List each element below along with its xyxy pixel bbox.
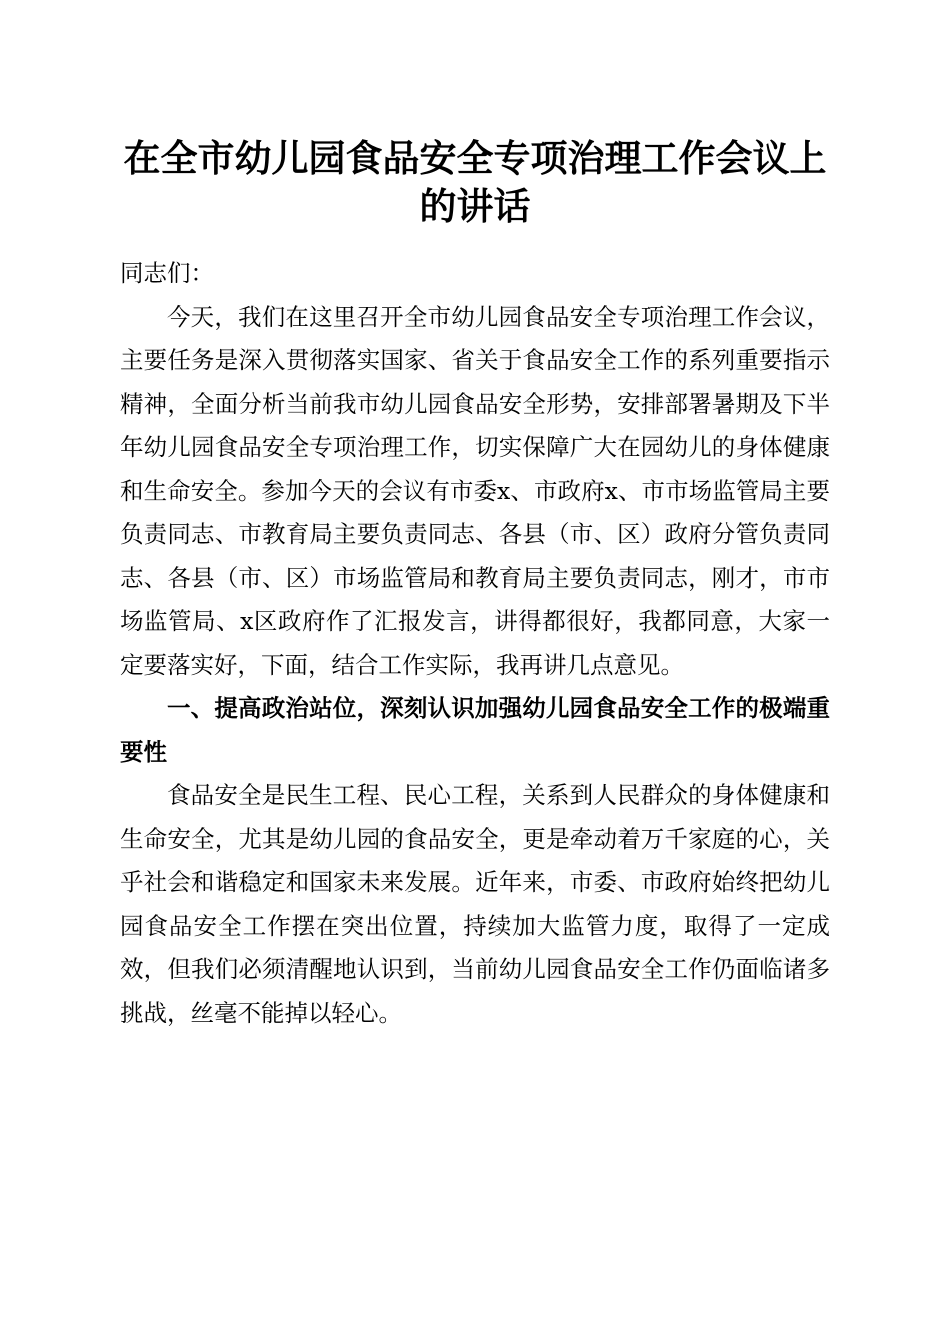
section-paragraph: 食品安全是民生工程、民心工程，关系到人民群众的身体健康和生命安全，尤其是幼儿园的食品安全，更是牵动着万千家庭的心，关乎社会和谐稳定和国家未来发展。近年来，市委、市政府始终把幼儿园食品安全工作摆在突出位置，持续加大监管力度，取得了一定成效，但我们必须清醒地认识到，当前幼儿园食品安全工作仍面临诸多挑战，丝毫不能掉以轻心。 (120, 781, 830, 1027)
section-heading: 一、提高政治站位，深刻认识加强幼儿园食品安全工作的极端重要性 (120, 694, 830, 766)
intro-paragraph: 今天，我们在这里召开全市幼儿园食品安全专项治理工作会议，主要任务是深入贯彻落实国家、省关于食品安全工作的系列重要指示精神，全面分析当前我市幼儿园食品安全形势，安排部署暑期及下半年幼儿园食品安全专项治理工作，切实保障广大在园幼儿的身体健康和生命安全。参加今天的会议有市委x、市政府x、市市场监管局主要负责同志、市教育局主要负责同志、各县（市、区）政府分管负责同志、各县（市、区）市场监管局和教育局主要负责同志，刚才，市市场监管局、x区政府作了汇报发言，讲得都很好，我都同意，大家一定要落实好，下面，结合工作实际，我再讲几点意见。 (120, 302, 830, 679)
salutation: 同志们： (120, 259, 214, 287)
document-title: 在全市幼儿园食品安全专项治理工作会议上的讲话 (123, 136, 827, 228)
document-body (120, 252, 830, 1035)
